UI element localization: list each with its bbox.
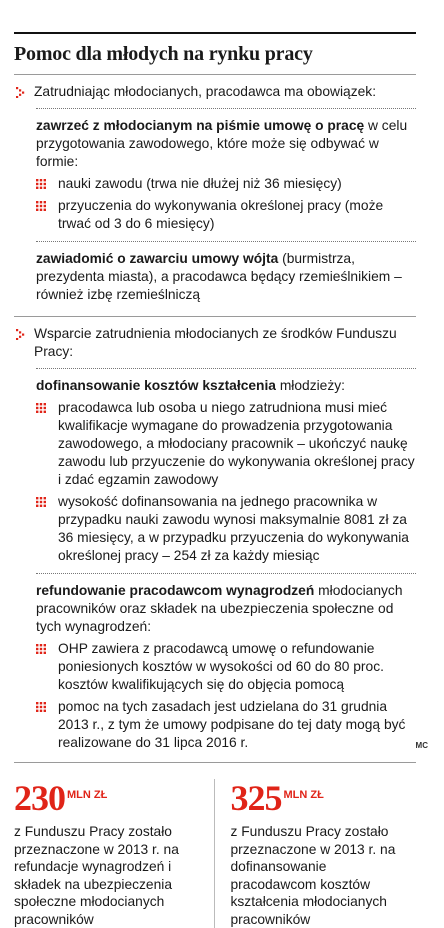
list-item-text: pracodawca lub osoba u niego zatrudniona musi mieć kwalifikacje wymagane do prowadzenia przygotowania zawodowego, a młodociany pracownik – ukończyć naukę zawodu lub przyuczenie do wykonywania określonej pracy i zdać egzamin zawodowy [58, 400, 415, 487]
grid-dots-icon [36, 497, 46, 507]
section2-lead1-bold: dofinansowanie kosztów kształcenia [36, 378, 276, 393]
section2-lead2-rest: młodocianych pracowników oraz składek na ubezpieczenia społeczne od tych wynagrodzeń: [36, 583, 403, 634]
list-item [36, 175, 416, 193]
section1-lead1-rest: w celu przygotowania zawodowego, które może się odbywać w formie: [36, 118, 408, 169]
grid-dots-icon [36, 201, 46, 211]
grid-dots-icon [36, 179, 46, 189]
divider [36, 368, 416, 369]
section2-lead1-rest: młodzieży: [275, 378, 345, 393]
stat-unit: MLN ZŁ [283, 789, 324, 801]
divider [14, 762, 416, 763]
divider [36, 241, 416, 242]
section1-intro-text: Zatrudniając młodocianych, pracodawca ma obowiązek: [34, 84, 377, 99]
chevron-right-icon [16, 87, 25, 98]
page-title: Pomoc dla młodych na rynku pracy [14, 43, 313, 65]
section2-intro [14, 325, 416, 361]
stat-headline [14, 779, 200, 817]
credit: MC [415, 741, 428, 750]
stat-training [214, 779, 417, 928]
divider [14, 316, 416, 317]
stat-refund [14, 779, 200, 928]
divider [36, 108, 416, 109]
infographic [14, 10, 416, 928]
stat-caption: z Funduszu Pracy zostało przeznaczone w 2013 r. na refundacje wynagrodzeń i składek na ubezpieczenia społeczne młodocianych pracowników [14, 824, 179, 927]
chevron-right-icon [16, 329, 25, 340]
stat-number: 325 [230, 778, 282, 818]
list-item-text: OHP zawiera z pracodawcą umowę o refundowanie poniesionych kosztów w wysokości od 60 do 80 proc. kosztów kwalifikujących się do objęcia pomocą [58, 641, 384, 692]
stat-unit: MLN ZŁ [67, 789, 108, 801]
section1-lead1 [14, 117, 416, 233]
grid-dots-icon [36, 702, 46, 712]
stat-number: 230 [14, 778, 65, 818]
list-item-text: przyuczenia do wykonywania określonej pracy (może trwać od 3 do 6 miesięcy) [58, 198, 384, 231]
list-item-text: nauki zawodu (trwa nie dłużej niż 36 miesięcy) [58, 176, 342, 191]
list-item [36, 197, 416, 233]
list-item [36, 399, 416, 489]
grid-dots-icon [36, 644, 46, 654]
section1-lead2 [14, 250, 416, 304]
grid-dots-icon [36, 403, 46, 413]
section1-lead1-bold: zawrzeć z młodocianym na piśmie umowę o pracę [36, 118, 365, 133]
divider [14, 74, 416, 75]
section1-intro [14, 83, 416, 101]
list-item [36, 698, 416, 752]
section2-lead2-bold: refundowanie pracodawcom wynagrodzeń [36, 583, 315, 598]
stat-caption: z Funduszu Pracy zostało przeznaczone w 2013 r. na dofinansowanie pracodawcom kosztów kształcenia młodocianych pracowników [230, 824, 396, 927]
section2-intro-text: Wsparcie zatrudnienia młodocianych ze środków Funduszu Pracy: [34, 326, 397, 359]
section2-lead2 [14, 582, 416, 752]
section1-lead2-rest: (burmistrza, prezydenta miasta), a pracodawca będący rzemieślnikiem – również izbę rzemieślniczą [36, 251, 402, 302]
section1-lead2-bold: zawiadomić o zawarciu umowy wójta [36, 251, 279, 266]
list-item [36, 640, 416, 694]
list-item-text: wysokość dofinansowania na jednego pracownika w przypadku nauki zawodu wynosi maksymalnie 8081 zł za 36 miesięcy, a w przypadku przyuczenia do wykonywania określonej pracy – 254 zł za każdy miesiąc [58, 494, 409, 563]
section2-lead1 [14, 377, 416, 565]
top-rule [14, 32, 416, 34]
list-item-text: pomoc na tych zasadach jest udzielana do 31 grudnia 2013 r., z tym że umowy podpisane do tej daty mogą być realizowane do 31 lipca 2016 r. [58, 699, 406, 750]
list-item [36, 493, 416, 565]
divider [36, 573, 416, 574]
stats-row [14, 779, 416, 928]
stat-headline [231, 779, 417, 817]
